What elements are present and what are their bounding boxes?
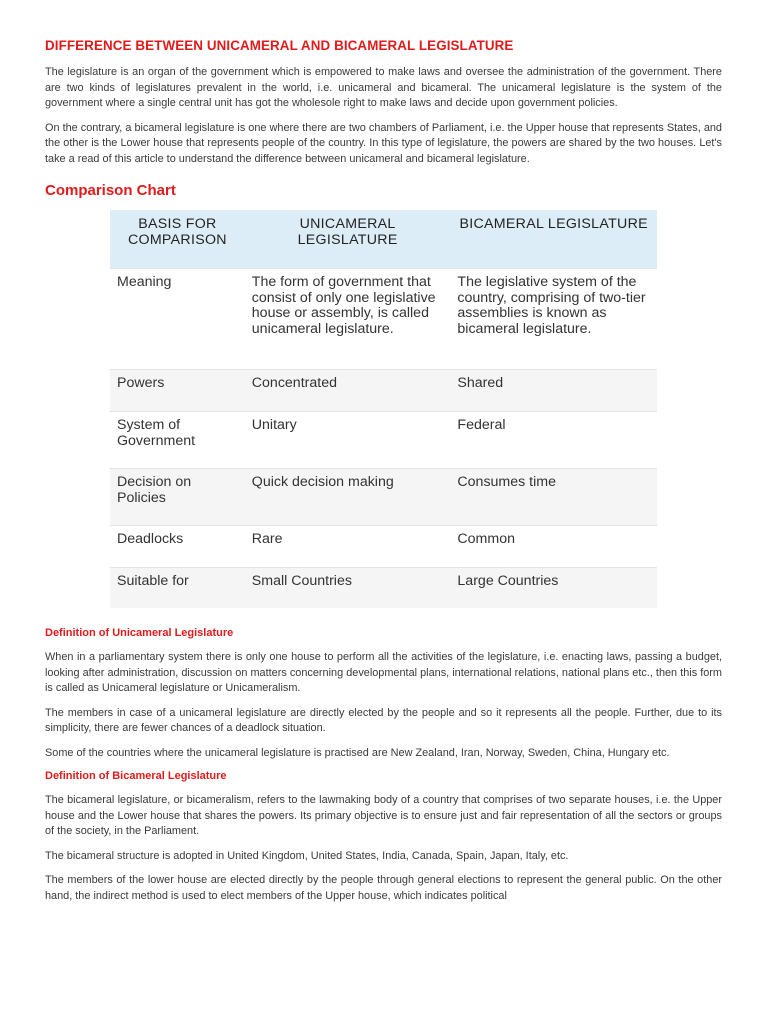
- document-page: [45, 38, 722, 913]
- unicameral-paragraph-3: Some of the countries where the unicameral legislature is practised are New Zealand, Iran, Norway, Sweden, China, Hungary etc.: [45, 746, 670, 759]
- unicameral-definition-heading: Definition of Unicameral Legislature: [45, 627, 234, 639]
- table-row: [110, 469, 657, 526]
- row-suitable-basis: Suitable for: [110, 568, 245, 609]
- row-meaning-unicameral: The form of government that consist of only one legislative house or assembly, is called unicameral legislature.: [245, 269, 451, 370]
- bicameral-paragraph-1: The bicameral legislature, or bicameralism, refers to the lawmaking body of a country that comprises of two separate houses, i.e. the Upper house and the Lower house that shares the powers. Its primary objective is to ensure just and fair representation of all the sectors or groups of the society, in the Parliament.: [45, 794, 722, 837]
- table-row: [110, 269, 657, 370]
- header-unicameral: UNICAMERAL LEGISLATURE: [245, 210, 451, 269]
- row-deadlocks-unicameral: Rare: [245, 526, 451, 568]
- row-meaning-bicameral: The legislative system of the country, comprising of two-tier assemblies is known as bicameral legislature.: [450, 269, 657, 370]
- row-suitable-unicameral: Small Countries: [245, 568, 451, 609]
- page-title: DIFFERENCE BETWEEN UNICAMERAL AND BICAMERAL LEGISLATURE: [45, 38, 514, 53]
- unicameral-paragraph-2: The members in case of a unicameral legislature are directly elected by the people and so it represents all the people. Further, due to its simplicity, there are fewer chances of a deadlock situation.: [45, 706, 722, 734]
- table-row: [110, 412, 657, 469]
- row-powers-basis: Powers: [110, 370, 245, 412]
- row-decision-bicameral: Consumes time: [450, 469, 657, 526]
- table-row: [110, 370, 657, 412]
- intro-paragraph-2: On the contrary, a bicameral legislature is one where there are two chambers of Parliament, i.e. the Upper house that represents States, and the other is the Lower house that represents people of the country. In this type of legislature, the powers are shared by the two houses. Let's take a read of this article to understand the difference between unicameral and bicameral legislature.: [45, 121, 722, 165]
- table-row: [110, 568, 657, 609]
- row-powers-bicameral: Shared: [450, 370, 657, 412]
- table-header-row: [110, 210, 657, 269]
- bicameral-definition-heading: Definition of Bicameral Legislature: [45, 770, 227, 782]
- comparison-heading: Comparison Chart: [45, 182, 176, 199]
- header-bicameral: BICAMERAL LEGISLATURE: [450, 210, 657, 269]
- row-decision-unicameral: Quick decision making: [245, 469, 451, 526]
- unicameral-paragraph-1: When in a parliamentary system there is only one house to perform all the activities of the legislature, i.e. enacting laws, passing a budget, looking after administration, discussion on matters concerning developmental plans, international relations, national plans etc., then this form is called as Unicameral legislature or Unicameralism.: [45, 651, 722, 694]
- intro-paragraph-1: The legislature is an organ of the government which is empowered to make laws and oversee the administration of the government. There are two kinds of legislatures prevalent in the world, i.e. unicameral and bicameral. The unicameral legislature is the system of the government where a single central unit has got the wholesole right to make laws and decide upon government policies.: [45, 66, 722, 109]
- row-deadlocks-bicameral: Common: [450, 526, 657, 568]
- row-system-unicameral: Unitary: [245, 412, 451, 469]
- bicameral-paragraph-2: The bicameral structure is adopted in United Kingdom, United States, India, Canada, Spain, Japan, Italy, etc.: [45, 849, 569, 862]
- row-meaning-basis: Meaning: [110, 269, 245, 370]
- table-row: [110, 526, 657, 568]
- row-powers-unicameral: Concentrated: [245, 370, 451, 412]
- bicameral-paragraph-3: The members of the lower house are elected directly by the people through general elections to represent the general public. On the other hand, the indirect method is used to elect members of the Upper house, which indicates political: [45, 874, 722, 902]
- row-system-bicameral: Federal: [450, 412, 657, 469]
- row-suitable-bicameral: Large Countries: [450, 568, 657, 609]
- row-system-basis: System of Government: [110, 412, 245, 469]
- row-deadlocks-basis: Deadlocks: [110, 526, 245, 568]
- header-basis: BASIS FOR COMPARISON: [110, 210, 245, 269]
- comparison-table: [110, 210, 657, 608]
- row-decision-basis: Decision on Policies: [110, 469, 245, 526]
